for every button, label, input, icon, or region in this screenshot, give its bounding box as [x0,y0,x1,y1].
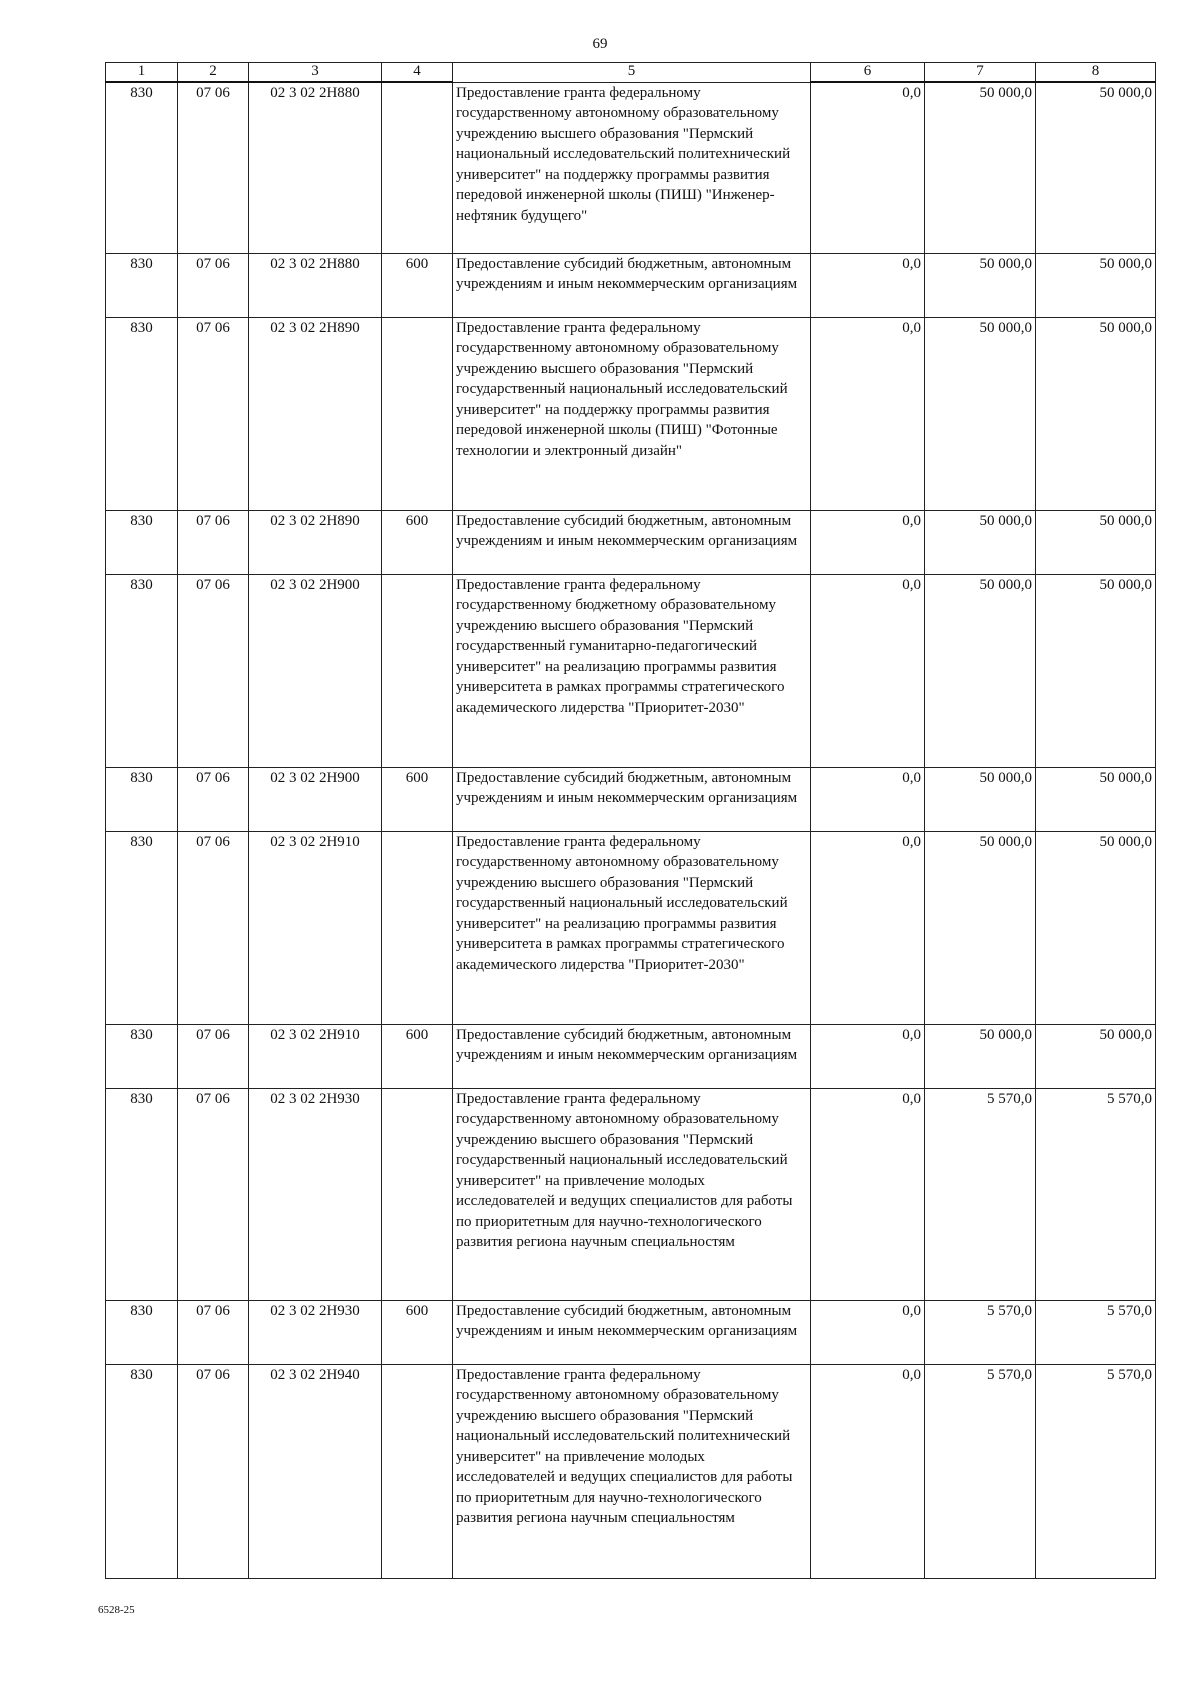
cell-expense-type [382,82,453,253]
cell-amount-col6: 0,0 [811,574,925,767]
cell-description: Предоставление гранта федеральному государственному автономному образовательному учреждению высшего образования "Пермский государственный национальный исследовательский университет" на реализацию программы развития университета в рамках программы стратегического академического лидерства "Приоритет-2030" [453,831,811,1024]
cell-target-code: 02 3 02 2Н880 [249,82,382,253]
cell-amount-col7: 5 570,0 [925,1300,1036,1364]
cell-amount-col8: 5 570,0 [1036,1088,1156,1300]
cell-amount-col7: 50 000,0 [925,831,1036,1024]
cell-expense-type: 600 [382,1300,453,1364]
cell-expense-type [382,1364,453,1578]
cell-admin-code: 830 [106,574,178,767]
cell-expense-type [382,831,453,1024]
cell-target-code: 02 3 02 2Н890 [249,317,382,510]
cell-amount-col7: 5 570,0 [925,1364,1036,1578]
cell-admin-code: 830 [106,317,178,510]
cell-section-code: 07 06 [178,1088,249,1300]
cell-section-code: 07 06 [178,82,249,253]
cell-amount-col6: 0,0 [811,1364,925,1578]
column-header: 4 [382,63,453,83]
column-number-header-row [106,63,1156,83]
table-row [106,1364,1156,1578]
cell-admin-code: 830 [106,1088,178,1300]
cell-description: Предоставление гранта федеральному государственному бюджетному образовательному учреждению высшего образования "Пермский государственный гуманитарно-педагогический университет" на реализацию программы развития университета в рамках программы стратегического академического лидерства "Приоритет-2030" [453,574,811,767]
cell-expense-type: 600 [382,253,453,317]
cell-section-code: 07 06 [178,317,249,510]
cell-amount-col6: 0,0 [811,253,925,317]
cell-section-code: 07 06 [178,574,249,767]
table-row [106,1300,1156,1364]
cell-target-code: 02 3 02 2Н900 [249,574,382,767]
cell-admin-code: 830 [106,831,178,1024]
cell-admin-code: 830 [106,767,178,831]
cell-description: Предоставление гранта федеральному государственному автономному образовательному учреждению высшего образования "Пермский национальный исследовательский политехнический университет" на привлечение молодых исследователей и ведущих специалистов для работы по приоритетным для научно-технологического развития региона научным специальностям [453,1364,811,1578]
cell-expense-type [382,574,453,767]
cell-amount-col7: 50 000,0 [925,1024,1036,1088]
cell-amount-col7: 50 000,0 [925,253,1036,317]
table-row [106,1024,1156,1088]
cell-target-code: 02 3 02 2Н890 [249,510,382,574]
cell-description: Предоставление гранта федеральному государственному автономному образовательному учреждению высшего образования "Пермский государственный национальный исследовательский университет" на поддержку программы развития передовой инженерной школы (ПИШ) "Фотонные технологии и электронный дизайн" [453,317,811,510]
cell-section-code: 07 06 [178,831,249,1024]
cell-amount-col8: 50 000,0 [1036,510,1156,574]
cell-admin-code: 830 [106,1300,178,1364]
cell-admin-code: 830 [106,510,178,574]
cell-expense-type: 600 [382,767,453,831]
budget-table [105,62,1156,1579]
cell-amount-col8: 50 000,0 [1036,317,1156,510]
table-row [106,1088,1156,1300]
cell-amount-col8: 50 000,0 [1036,574,1156,767]
cell-description: Предоставление субсидий бюджетным, автономным учреждениям и иным некоммерческим организациям [453,510,811,574]
cell-amount-col8: 50 000,0 [1036,767,1156,831]
column-header: 6 [811,63,925,83]
cell-description: Предоставление субсидий бюджетным, автономным учреждениям и иным некоммерческим организациям [453,1024,811,1088]
cell-amount-col8: 50 000,0 [1036,831,1156,1024]
cell-amount-col6: 0,0 [811,767,925,831]
cell-target-code: 02 3 02 2Н930 [249,1300,382,1364]
column-header: 1 [106,63,178,83]
cell-amount-col6: 0,0 [811,510,925,574]
column-header: 3 [249,63,382,83]
cell-target-code: 02 3 02 2Н910 [249,831,382,1024]
cell-target-code: 02 3 02 2Н900 [249,767,382,831]
cell-amount-col8: 50 000,0 [1036,253,1156,317]
table-row [106,317,1156,510]
cell-target-code: 02 3 02 2Н930 [249,1088,382,1300]
table-row [106,831,1156,1024]
cell-amount-col6: 0,0 [811,317,925,510]
cell-amount-col7: 50 000,0 [925,317,1036,510]
cell-amount-col7: 50 000,0 [925,82,1036,253]
cell-admin-code: 830 [106,253,178,317]
column-header: 8 [1036,63,1156,83]
cell-amount-col7: 50 000,0 [925,767,1036,831]
cell-expense-type [382,1088,453,1300]
cell-amount-col7: 5 570,0 [925,1088,1036,1300]
cell-target-code: 02 3 02 2Н880 [249,253,382,317]
column-header: 7 [925,63,1036,83]
cell-amount-col6: 0,0 [811,1024,925,1088]
cell-amount-col7: 50 000,0 [925,574,1036,767]
column-header: 5 [453,63,811,83]
cell-amount-col8: 50 000,0 [1036,82,1156,253]
table-row [106,253,1156,317]
cell-description: Предоставление субсидий бюджетным, автономным учреждениям и иным некоммерческим организациям [453,767,811,831]
cell-admin-code: 830 [106,82,178,253]
cell-section-code: 07 06 [178,253,249,317]
cell-admin-code: 830 [106,1024,178,1088]
cell-target-code: 02 3 02 2Н940 [249,1364,382,1578]
cell-description: Предоставление гранта федеральному государственному автономному образовательному учреждению высшего образования "Пермский государственный национальный исследовательский университет" на привлечение молодых исследователей и ведущих специалистов для работы по приоритетным для научно-технологического развития региона научным специальностям [453,1088,811,1300]
table-row [106,510,1156,574]
document-code: 6528-25 [98,1604,135,1616]
cell-amount-col6: 0,0 [811,82,925,253]
cell-amount-col6: 0,0 [811,1088,925,1300]
cell-amount-col8: 5 570,0 [1036,1300,1156,1364]
cell-section-code: 07 06 [178,1300,249,1364]
cell-amount-col6: 0,0 [811,831,925,1024]
cell-description: Предоставление субсидий бюджетным, автономным учреждениям и иным некоммерческим организациям [453,1300,811,1364]
cell-section-code: 07 06 [178,1364,249,1578]
cell-expense-type [382,317,453,510]
cell-section-code: 07 06 [178,1024,249,1088]
cell-admin-code: 830 [106,1364,178,1578]
cell-section-code: 07 06 [178,767,249,831]
table-row [106,767,1156,831]
table-row [106,574,1156,767]
cell-amount-col7: 50 000,0 [925,510,1036,574]
column-header: 2 [178,63,249,83]
cell-amount-col6: 0,0 [811,1300,925,1364]
cell-description: Предоставление субсидий бюджетным, автономным учреждениям и иным некоммерческим организациям [453,253,811,317]
page-number: 69 [592,36,608,52]
cell-section-code: 07 06 [178,510,249,574]
table-row [106,82,1156,253]
cell-target-code: 02 3 02 2Н910 [249,1024,382,1088]
cell-amount-col8: 50 000,0 [1036,1024,1156,1088]
cell-description: Предоставление гранта федеральному государственному автономному образовательному учреждению высшего образования "Пермский национальный исследовательский политехнический университет" на поддержку программы развития передовой инженерной школы (ПИШ) "Инженер-нефтяник будущего" [453,82,811,253]
cell-amount-col8: 5 570,0 [1036,1364,1156,1578]
cell-expense-type: 600 [382,1024,453,1088]
cell-expense-type: 600 [382,510,453,574]
